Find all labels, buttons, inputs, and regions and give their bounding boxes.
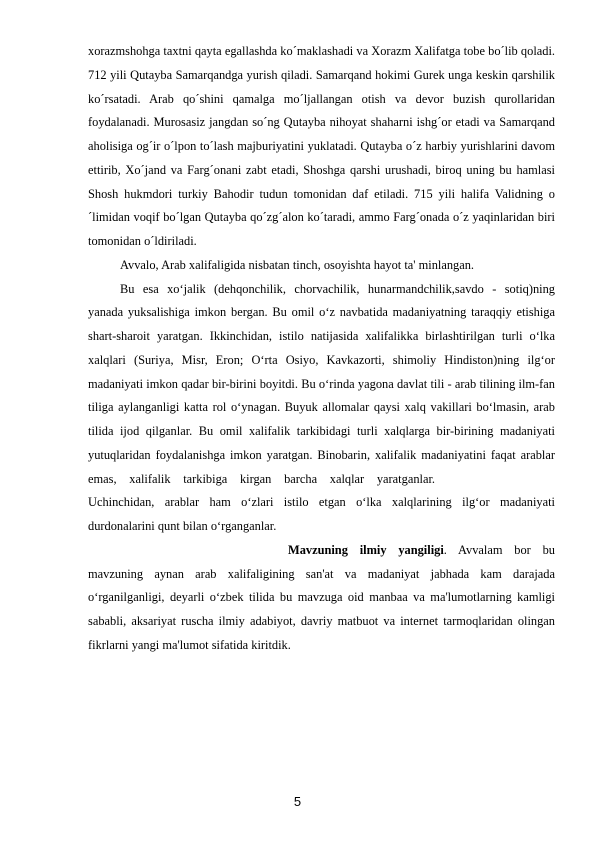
paragraph-economy-culture bbox=[88, 278, 555, 539]
paragraph-economy-text: Bu esa xo‘jalik (dehqonchilik, chorvachilik, hunarmandchilik,savdo - sotiq)ning yanada yuksalishiga imkon bergan. Bu omil o‘z navbatida madaniyatning taraqqiy etishiga shart-sharoit yaratgan. Ikkinchidan, istilo natijasida xalifalikka birlashtirilgan turli o‘lka xalqlari (Suriya, Misr, Eron; O‘rta Osiyo, Kavkazorti, shimoliy Hindiston)ning ilg‘or madaniyati imkon qadar bir-birini boyitdi. Bu o‘rinda yagona davlat tili - arab tilining ilm-fan tiliga aylanganligi katta rol o‘ynagan. Buyuk allomalar qaysi xalq vakillari bo‘lmasin, arab tilida ijod qilganlar. Bu omil xalifalik tarkibidagi turli xalqlarga bir-birining madaniyati yutuqlaridan foydalanishga imkon yaratgan. Binobarin, xalifalik madaniyatini faqat arablar emas, xalifalik tarkibiga kirgan barcha xalqlar yaratganlar. bbox=[88, 281, 555, 486]
page-number: 5 bbox=[293, 794, 302, 809]
paragraph-peaceful-life: Avvalo, Arab xalifaligida nisbatan tinch, osoyishta hayot ta' minlangan. bbox=[120, 257, 475, 272]
paragraph-qutayba-campaigns: xorazmshohga taxtni qayta egallashda ko´maklashadi va Xorazm Xalifatga tobe bo´lib qoladi. 712 yili Qutayba Samarqandga yurish qiladi. Samarqand hokimi Gurek unga keskin qarshilik ko´rsatadi. Arab qo´shini qamalga mo´ljallangan otish va devor buzish qurollaridan foydalanadi. Murosasiz jangdan so´ng Qutayba nihoyat shaharni ishg´or etadi va Samarqand aholisiga og´ir o´lpon to´lash majburiyatini yuklatadi. Qutayba o´z harbiy yurishlarini davom ettirib, Xo´jand va Farg´onani zabt etadi, Shoshga qarshi urushadi, biroq uning bu hamlasi Shosh hukmdori turkiy Bahodir tudun tomonidan daf etiladi. 715 yili halifa Validning o´limidan voqif bo´lgan Qutayba qo´zg´alon ko´taradi, ammo Farg´onada o´z yaqinlaridan biri tomonidan o´ldiriladi. bbox=[88, 44, 555, 248]
section-heading-novelty: Mavzuning ilmiy yangiligi bbox=[288, 542, 444, 557]
paragraph-scientific-novelty bbox=[88, 539, 555, 658]
section-novelty-text: . Avvalam bor bu mavzuning aynan arab xalifaligining san'at va madaniyat jabhada kam darajada o‘rganilganligi, deyarli o‘zbek tilida bu mavzuga oid manbaa va ma'lumotlarning kamligi sababli, aksariyat ruscha ilmiy adabiyot, davriy matbuot va internet tarmoqlaridan olingan fikrlarni yangi ma'lumot sifatida kiritdik. bbox=[88, 542, 555, 652]
paragraph-third-reason: Uchinchidan, arablar ham o‘zlari istilo etgan o‘lka xalqlarining ilg‘or madaniyati durdonalarini qunt bilan o‘rganganlar. bbox=[88, 495, 555, 533]
document-page bbox=[88, 40, 555, 658]
